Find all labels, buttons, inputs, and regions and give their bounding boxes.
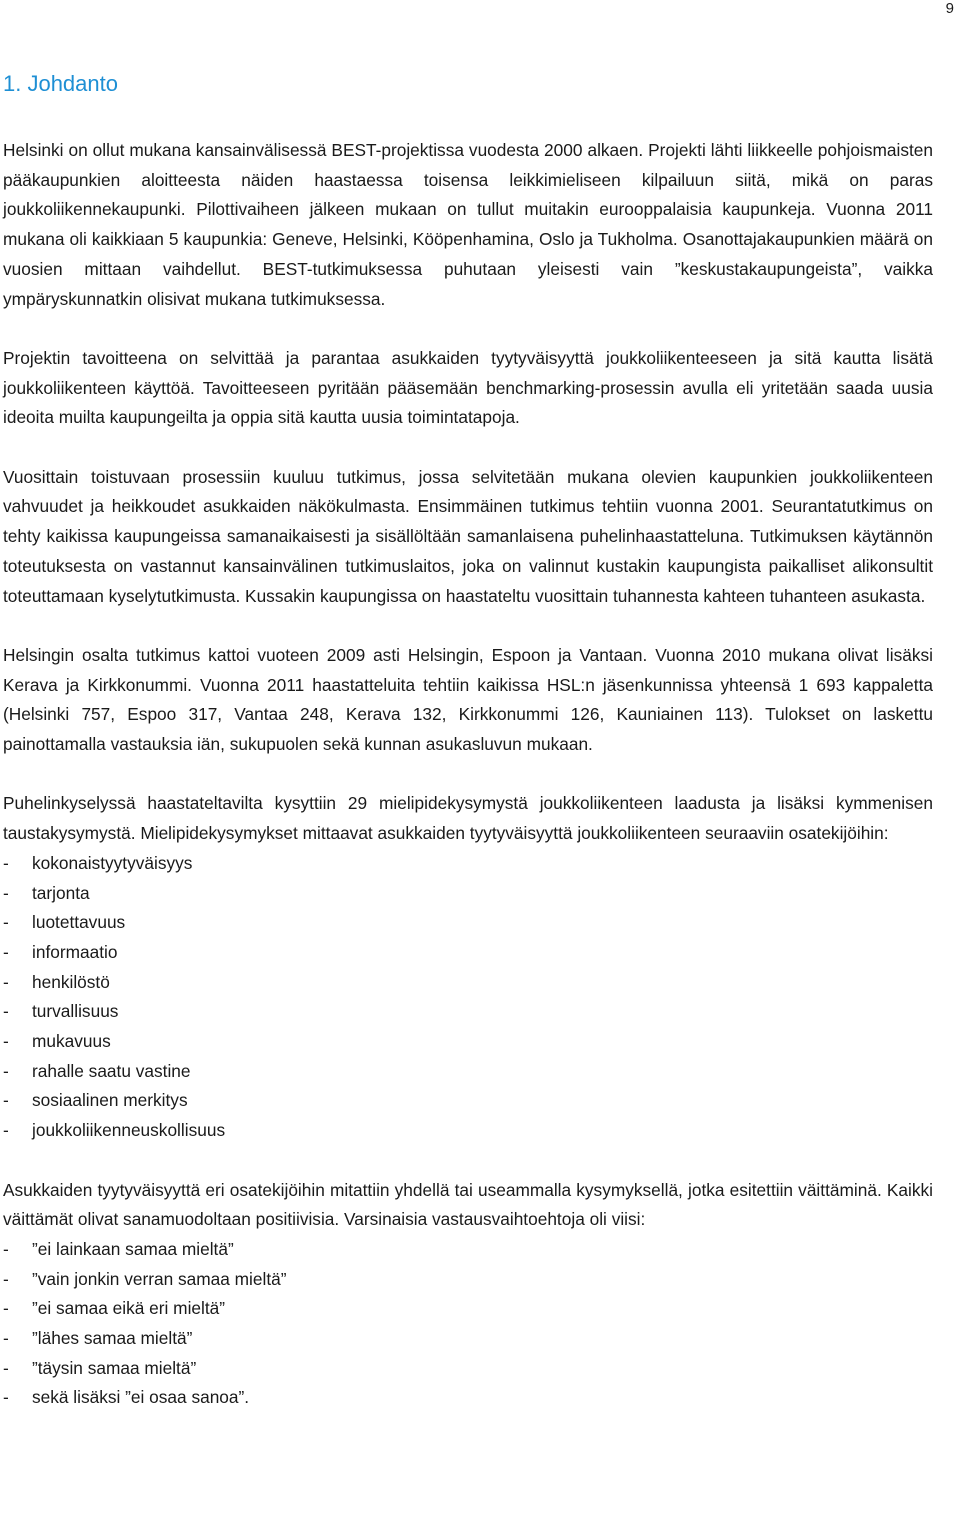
list-item xyxy=(3,908,933,938)
answer-option-list xyxy=(3,1235,933,1413)
list-item-text: turvallisuus xyxy=(32,1001,119,1022)
list-item xyxy=(3,1265,933,1295)
list-dash: - xyxy=(3,971,9,992)
list-item-text: kokonaistyytyväisyys xyxy=(32,852,193,873)
list-dash: - xyxy=(3,941,9,962)
list-dash: - xyxy=(3,1031,9,1052)
list-dash: - xyxy=(3,1090,9,1111)
list-dash: - xyxy=(3,1238,9,1259)
list-item-text: luotettavuus xyxy=(32,912,126,933)
list-item-text: tarjonta xyxy=(32,882,90,903)
list-dash: - xyxy=(3,1001,9,1022)
list-item xyxy=(3,1086,933,1116)
list-dash: - xyxy=(3,1298,9,1319)
list-item xyxy=(3,1294,933,1324)
list-dash: - xyxy=(3,882,9,903)
list-item xyxy=(3,879,933,909)
list-item xyxy=(3,1354,933,1384)
list-item-text: informaatio xyxy=(32,941,118,962)
list-item-text: ”lähes samaa mieltä” xyxy=(32,1328,193,1349)
list-dash: - xyxy=(3,1328,9,1349)
paragraph-intro: Helsinki on ollut mukana kansainvälisessä BEST-projektissa vuodesta 2000 alkaen. Projekti lähti liikkeelle pohjoismaisten pääkaupunkien aloitteesta näiden haastaessa toisensa leikkimieliseen kilpailuun siitä, mikä on paras joukkoliikennekaupunki. Pilottivaiheen jälkeen mukaan on tullut muitakin eurooppalaisia kaupunkeja. Vuonna 2011 mukana oli kaikkiaan 5 kaupunkia: Geneve, Helsinki, Kööpenhamina, Oslo ja Tukholma. Osanottajakaupunkien määrä on vuosien mittaan vaihdellut. BEST-tutkimuksessa puhutaan yleisesti vain ”keskustakaupungeista”, vaikka ympäryskunnatkin olisivat mukana tutkimuksessa. xyxy=(3,140,933,309)
list-item xyxy=(3,938,933,968)
paragraph-helsinki: Helsingin osalta tutkimus kattoi vuoteen 2009 asti Helsingin, Espoon ja Vantaan. Vuonna 2010 mukana olivat lisäksi Kerava ja Kirkkonummi. Vuonna 2011 haastatteluita tehtiin kaikissa HSL:n jäsenkunnissa yhteensä 1 693 kappaletta (Helsinki 757, Espoo 317, Vantaa 248, Kerava 132, Kirkkonummi 126, Kauniainen 113). Tulokset on laskettu painottamalla vastauksia iän, sukupuolen sekä kunnan asukasluvun mukaan. xyxy=(3,644,933,755)
list-item xyxy=(3,1324,933,1354)
paragraph-survey: Puhelinkyselyssä haastateltavilta kysyttiin 29 mielipidekysymystä joukkoliikenteen laadusta ja lisäksi kymmenisen taustakysymystä. Mielipidekysymykset mittaavat asukkaiden tyytyväisyyttä joukkoliikenteen seuraaviin osatekijöihin: xyxy=(3,793,933,844)
list-item-text: henkilöstö xyxy=(32,971,110,992)
list-dash: - xyxy=(3,1357,9,1378)
list-item xyxy=(3,1235,933,1265)
list-item-text: rahalle saatu vastine xyxy=(32,1060,191,1081)
factor-list xyxy=(3,849,933,1146)
list-item-text: ”ei samaa eikä eri mieltä” xyxy=(32,1298,226,1319)
list-item-text: ”ei lainkaan samaa mieltä” xyxy=(32,1238,234,1259)
paragraph-answers: Asukkaiden tyytyväisyyttä eri osatekijöihin mitattiin yhdellä tai useammalla kysymyksellä, jotka esitettiin väittäminä. Kaikki väittämät olivat sanamuodoltaan positiivisia. Varsinaisia vastausvaihtoehtoja oli viisi: xyxy=(3,1179,933,1230)
document-body xyxy=(3,136,933,1413)
list-dash: - xyxy=(3,912,9,933)
list-item xyxy=(3,849,933,879)
list-item-text: mukavuus xyxy=(32,1031,111,1052)
list-item xyxy=(3,968,933,998)
list-dash: - xyxy=(3,1387,9,1408)
paragraph-goal: Projektin tavoitteena on selvittää ja parantaa asukkaiden tyytyväisyyttä joukkoliikenteeseen ja sitä kautta lisätä joukkoliikenteen käyttöä. Tavoitteeseen pyritään pääsemään benchmarking-prosessin avulla eli yritetään saada uusia ideoita muilta kaupungeilta ja oppia sitä kautta uusia toimintatapoja. xyxy=(3,347,933,428)
list-item-text: sosiaalinen merkitys xyxy=(32,1090,188,1111)
list-dash: - xyxy=(3,1060,9,1081)
paragraph-process: Vuosittain toistuvaan prosessiin kuuluu tutkimus, jossa selvitetään mukana olevien kaupunkien joukkoliikenteen vahvuudet ja heikkoudet asukkaiden näkökulmasta. Ensimmäinen tutkimus tehtiin vuonna 2001. Seurantatutkimus on tehty kaikissa kaupungeissa samanaikaisesti ja sisällöltään samanlaisena puhelinhaastatteluna. Tutkimuksen käytännön toteutuksesta on vastannut kansainvälinen tutkimuslaitos, joka on valinnut kustakin kaupungista paikalliset alikonsultit toteuttamaan kyselytutkimusta. Kussakin kaupungissa on haastateltu vuosittain tuhannesta kahteen tuhanteen asukasta. xyxy=(3,466,933,606)
list-item-text: sekä lisäksi ”ei osaa sanoa”. xyxy=(32,1387,250,1408)
list-item xyxy=(3,1027,933,1057)
page-number: 9 xyxy=(945,0,954,17)
list-item xyxy=(3,1383,933,1413)
list-dash: - xyxy=(3,1120,9,1141)
list-dash: - xyxy=(3,1268,9,1289)
list-item-text: ”täysin samaa mieltä” xyxy=(32,1357,197,1378)
list-item-text: ”vain jonkin verran samaa mieltä” xyxy=(32,1268,287,1289)
list-item xyxy=(3,1116,933,1146)
list-item-text: joukkoliikenneuskollisuus xyxy=(32,1120,226,1141)
section-heading: 1. Johdanto xyxy=(3,71,118,96)
list-item xyxy=(3,997,933,1027)
list-dash: - xyxy=(3,852,9,873)
list-item xyxy=(3,1057,933,1087)
